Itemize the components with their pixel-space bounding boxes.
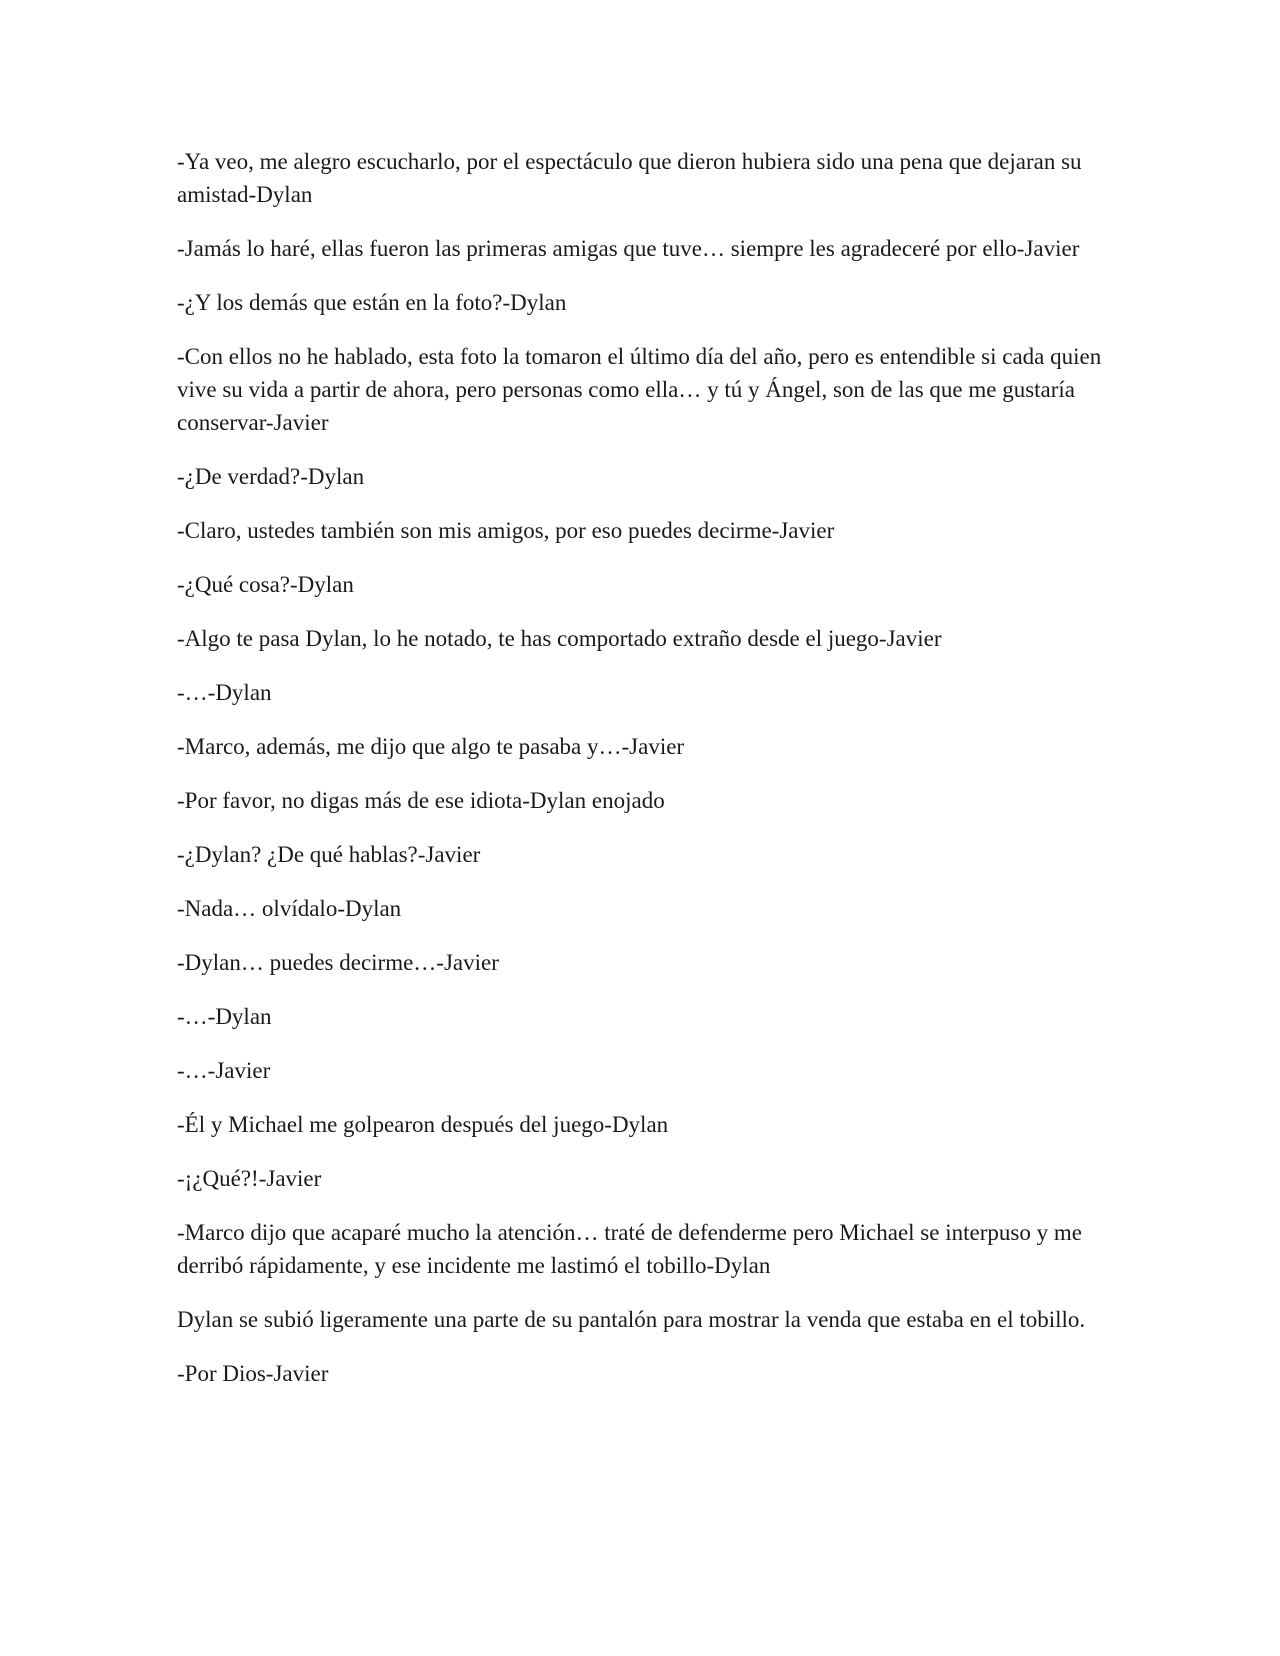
paragraph-4: -Con ellos no he hablado, esta foto la tomaron el último día del año, pero es entendible si cada quien vive su vida a partir de ahora, pero personas como ella… y tú y Ángel, son de las que me gustaría conservar-Javier bbox=[177, 344, 1102, 435]
paragraph-2: -Jamás lo haré, ellas fueron las primeras amigas que tuve… siempre les agradeceré por ello-Javier bbox=[177, 236, 1080, 261]
paragraph-11: -Por favor, no digas más de ese idiota-Dylan enojado bbox=[177, 788, 665, 813]
paragraph-17: -Él y Michael me golpearon después del juego-Dylan bbox=[177, 1112, 669, 1137]
paragraph-20: Dylan se subió ligeramente una parte de su pantalón para mostrar la venda que estaba en el tobillo. bbox=[177, 1307, 1086, 1332]
paragraph-1: -Ya veo, me alegro escucharlo, por el espectáculo que dieron hubiera sido una pena que dejaran su amistad-Dylan bbox=[177, 149, 1082, 207]
paragraph-3: -¿Y los demás que están en la foto?-Dylan bbox=[177, 290, 567, 315]
paragraph-19: -Marco dijo que acaparé mucho la atención… traté de defenderme pero Michael se interpuso y me derribó rápidamente, y ese incidente me lastimó el tobillo-Dylan bbox=[177, 1220, 1082, 1278]
paragraph-7: -¿Qué cosa?-Dylan bbox=[177, 572, 354, 597]
paragraph-12: -¿Dylan? ¿De qué hablas?-Javier bbox=[177, 842, 481, 867]
paragraph-16: -…-Javier bbox=[177, 1058, 271, 1083]
document-body bbox=[177, 145, 1102, 1411]
paragraph-6: -Claro, ustedes también son mis amigos, por eso puedes decirme-Javier bbox=[177, 518, 835, 543]
paragraph-21: -Por Dios-Javier bbox=[177, 1361, 329, 1386]
paragraph-18: -¡¿Qué?!-Javier bbox=[177, 1166, 322, 1191]
paragraph-10: -Marco, además, me dijo que algo te pasaba y…-Javier bbox=[177, 734, 685, 759]
paragraph-14: -Dylan… puedes decirme…-Javier bbox=[177, 950, 499, 975]
paragraph-5: -¿De verdad?-Dylan bbox=[177, 464, 365, 489]
paragraph-15: -…-Dylan bbox=[177, 1004, 272, 1029]
paragraph-9: -…-Dylan bbox=[177, 680, 272, 705]
paragraph-8: -Algo te pasa Dylan, lo he notado, te has comportado extraño desde el juego-Javier bbox=[177, 626, 942, 651]
paragraph-13: -Nada… olvídalo-Dylan bbox=[177, 896, 402, 921]
